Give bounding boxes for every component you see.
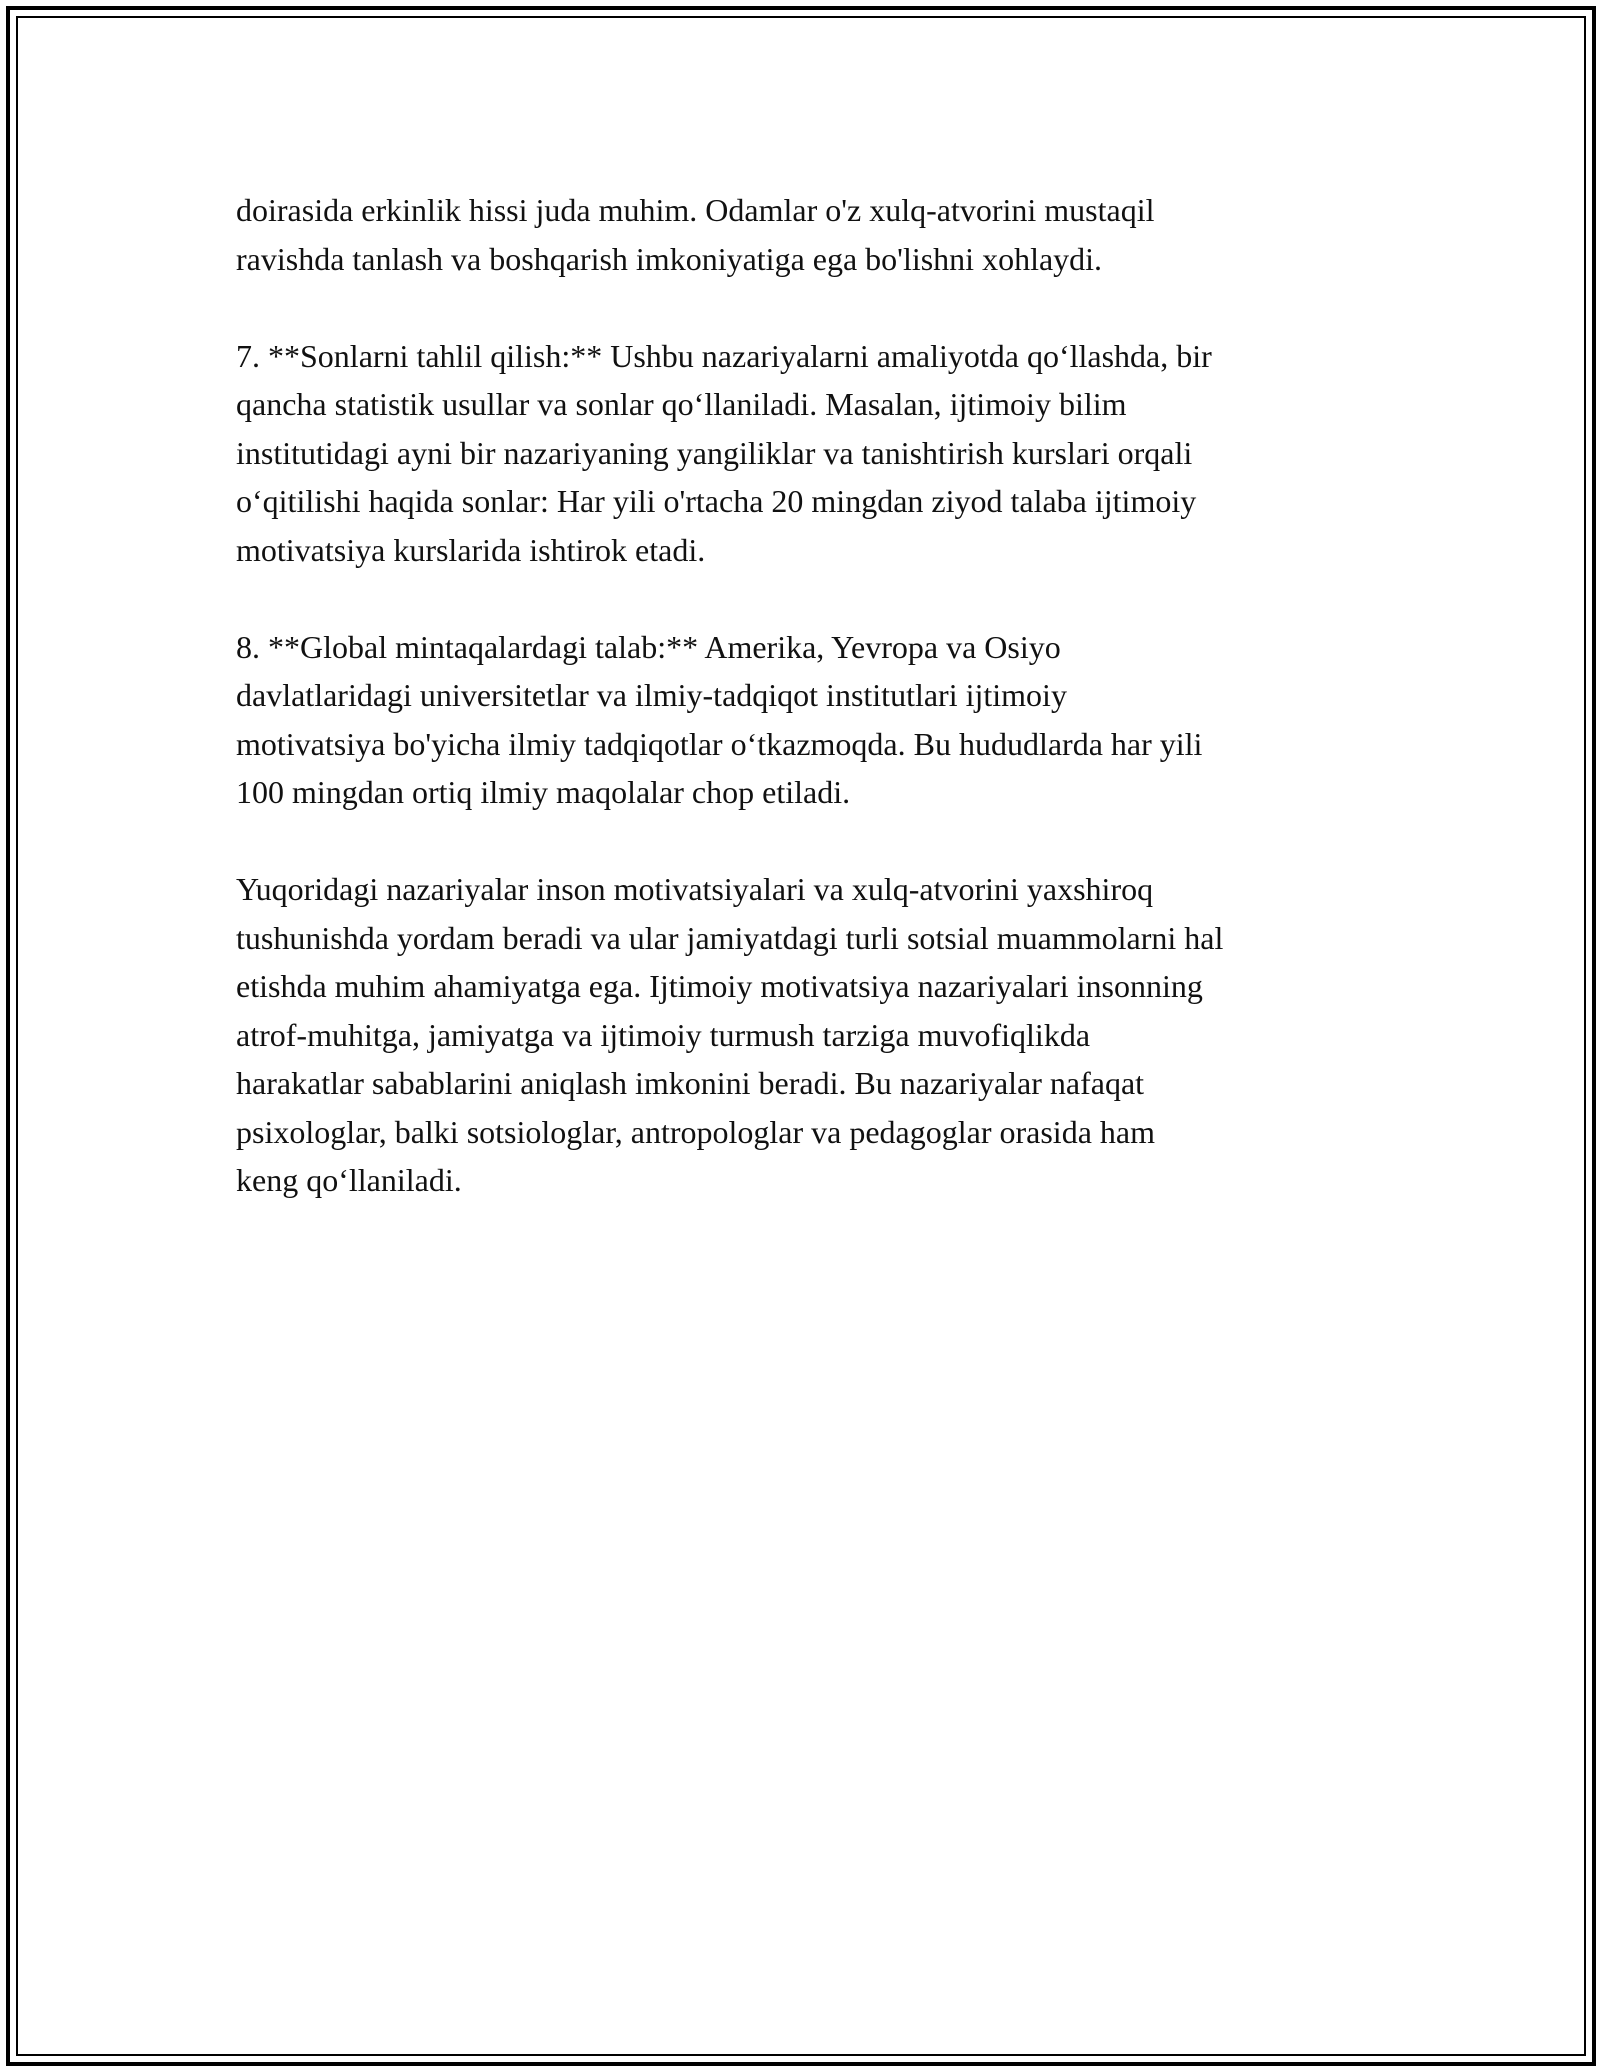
document-body <box>236 186 1376 1253</box>
paragraph-freedom-continuation: doirasida erkinlik hissi juda muhim. Odamlar o'z xulq-atvorini mustaqil ravishda tanlash va boshqarish imkoniyatiga ega bo'lishni xohlaydi. <box>236 192 1155 277</box>
paragraph-conclusion: Yuqoridagi nazariyalar inson motivatsiyalari va xulq-atvorini yaxshiroq tushunishda yordam beradi va ular jamiyatdagi turli sotsial muammolarni hal etishda muhim ahamiyatga ega. Ijtimoiy motivatsiya nazariyalari insonning atrof-muhitga, jamiyatga va ijtimoiy turmush tarziga muvofiqlikda harakatlar sabablarini aniqlash imkonini beradi. Bu nazariyalar nafaqat psixologlar, balki sotsiologlar, antropologlar va pedagoglar orasida ham keng qo‘llaniladi. <box>236 871 1224 1198</box>
paragraph-numbers-analysis: 7. **Sonlarni tahlil qilish:** Ushbu nazariyalarni amaliyotda qo‘llashda, bir qancha statistik usullar va sonlar qo‘llaniladi. Masalan, ijtimoiy bilim institutidagi ayni bir nazariyaning yangiliklar va tanishtirish kurslari orqali o‘qitilishi haqida sonlar: Har yili o'rtacha 20 mingdan ziyod talaba ijtimoiy motivatsiya kurslarida ishtirok etadi. <box>236 337 1212 568</box>
paragraph-global-demand: 8. **Global mintaqalardagi talab:** Amerika, Yevropa va Osiyo davlatlaridagi universitetlar va ilmiy-tadqiqot institutlari ijtimoiy motivatsiya bo'yicha ilmiy tadqiqotlar o‘tkazmoqda. Bu hududlarda har yili 100 mingdan ortiq ilmiy maqolalar chop etiladi. <box>236 628 1203 810</box>
